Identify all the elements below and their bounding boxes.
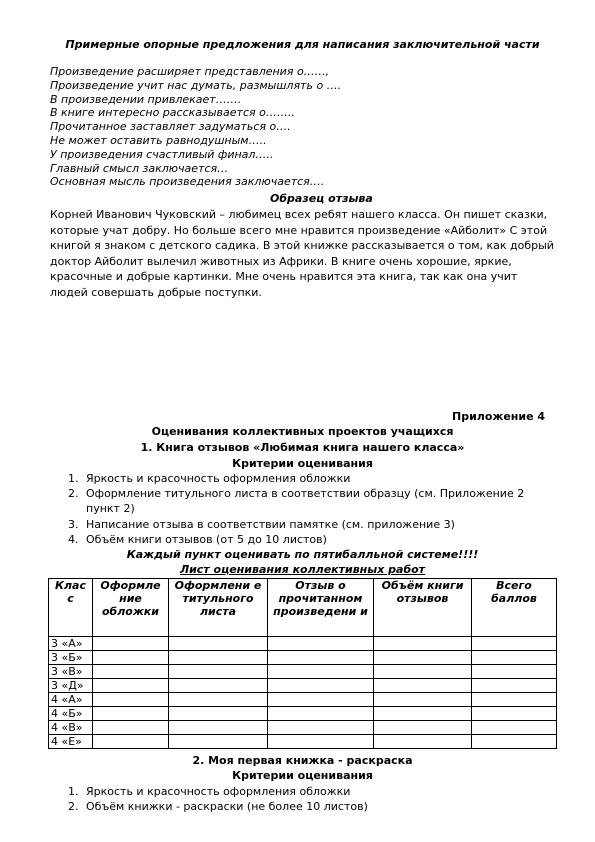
- table-row: [49, 679, 557, 693]
- score-cell: [472, 665, 557, 679]
- score-cell: [93, 679, 169, 693]
- criterion-number: 1.: [68, 785, 79, 798]
- score-cell: [268, 651, 374, 665]
- table-header-cell: Объём книги отзывов: [374, 579, 472, 637]
- score-cell: [93, 665, 169, 679]
- criterion-number: 2.: [68, 487, 79, 500]
- criterion-number: 2.: [68, 800, 79, 813]
- support-phrase: Главный смысл заключается…: [50, 161, 229, 175]
- criterion-text: Оформление титульного листа в соответствии образцу (см. Приложение 2 пункт 2): [86, 487, 525, 515]
- criterion-text: Яркость и красочность оформления обложки: [86, 785, 351, 798]
- score-cell: [374, 693, 472, 707]
- project1-title: 1. Книга отзывов «Любимая книга нашего класса»: [140, 441, 465, 454]
- support-phrase: Произведение учит нас думать, размышлять о ….: [50, 78, 342, 92]
- criterion-text: Яркость и красочность оформления обложки: [86, 472, 351, 485]
- class-cell: 4 «Е»: [49, 735, 93, 749]
- support-phrase: Произведение расширяет представления о……,: [50, 65, 330, 78]
- score-cell: [93, 735, 169, 749]
- class-cell: 4 «В»: [49, 721, 93, 735]
- score-cell: [472, 693, 557, 707]
- score-cell: [268, 665, 374, 679]
- criterion-number: 1.: [68, 472, 79, 485]
- score-cell: [374, 735, 472, 749]
- score-cell: [472, 735, 557, 749]
- appendix-label: Приложение 4: [452, 410, 546, 423]
- score-cell: [169, 665, 268, 679]
- class-cell: 3 «В»: [49, 665, 93, 679]
- score-cell: [472, 707, 557, 721]
- score-cell: [374, 637, 472, 651]
- score-cell: [268, 721, 374, 735]
- evaluation-table: [48, 578, 557, 749]
- support-phrase: Не может оставить равнодушным…..: [50, 134, 267, 147]
- table-row: [49, 637, 557, 651]
- support-title: Примерные опорные предложения для написания заключительной части: [65, 38, 540, 51]
- table-header-row: [49, 579, 557, 637]
- score-cell: [374, 679, 472, 693]
- score-cell: [169, 707, 268, 721]
- score-cell: [472, 637, 557, 651]
- table-row: [49, 651, 557, 665]
- class-cell: 4 «Б»: [49, 707, 93, 721]
- class-cell: 3 «А»: [49, 637, 93, 651]
- score-cell: [268, 735, 374, 749]
- criterion-text: Объём книжки - раскраски (не более 10 листов): [86, 800, 368, 813]
- table-header-cell: Оформле ние обложки: [93, 579, 169, 637]
- score-cell: [169, 637, 268, 651]
- score-cell: [93, 637, 169, 651]
- criterion-number: 3.: [68, 518, 79, 531]
- table-row: [49, 721, 557, 735]
- score-cell: [93, 707, 169, 721]
- table-header-cell: Всего баллов: [472, 579, 557, 637]
- table-body: [49, 637, 557, 749]
- score-cell: [268, 707, 374, 721]
- support-phrase: В произведении привлекает…….: [50, 92, 242, 106]
- score-cell: [93, 651, 169, 665]
- scale-note: Каждый пункт оценивать по пятибалльной системе!!!!: [126, 548, 479, 561]
- score-cell: [268, 679, 374, 693]
- class-cell: 4 «А»: [49, 693, 93, 707]
- table-header-cell: Клас с: [49, 579, 93, 637]
- criteria2-title: Критерии оценивания: [232, 769, 373, 782]
- project2-title: 2. Моя первая книжка - раскраска: [192, 754, 413, 767]
- score-cell: [93, 721, 169, 735]
- table-row: [49, 735, 557, 749]
- score-cell: [93, 693, 169, 707]
- class-cell: 3 «Д»: [49, 679, 93, 693]
- support-phrase: Прочитанное заставляет задуматься о….: [50, 120, 291, 134]
- score-cell: [374, 707, 472, 721]
- support-phrase: В книге интересно рассказывается о……..: [50, 106, 295, 120]
- score-cell: [374, 665, 472, 679]
- sample-text: Корней Иванович Чуковский – любимец всех ребят нашего класса. Он пишет сказки, которые учат добру. Но больше всего мне нравится произведение «Айболит» С этой книгой я знаком с детского садика. В этой книжке рассказывается о том, как добрый доктор Айболит вылечил животных из Африки. В книге очень хорошие, яркие, красочные и добрые картинки. Мне очень нравится эта книга, так как она учит людей совершать добрые поступки.: [50, 208, 554, 299]
- table-header-cell: Отзыв о прочитанном произведени и: [268, 579, 374, 637]
- score-cell: [374, 721, 472, 735]
- score-cell: [472, 651, 557, 665]
- table-row: [49, 693, 557, 707]
- score-cell: [472, 679, 557, 693]
- score-cell: [268, 637, 374, 651]
- appendix-heading: Оценивания коллективных проектов учащихся: [151, 425, 454, 438]
- sheet-title: Лист оценивания коллективных работ: [179, 563, 426, 576]
- table-header-cell: Оформлени е титульного листа: [169, 579, 268, 637]
- score-cell: [169, 735, 268, 749]
- score-cell: [374, 651, 472, 665]
- support-phrase: Основная мысль произведения заключается….: [50, 175, 325, 189]
- sample-title: Образец отзыва: [270, 192, 373, 205]
- score-cell: [169, 721, 268, 735]
- class-cell: 3 «Б»: [49, 651, 93, 665]
- table-row: [49, 665, 557, 679]
- criterion-text: Объём книги отзывов (от 5 до 10 листов): [86, 533, 327, 546]
- criterion-text: Написание отзыва в соответствии памятке (см. приложение 3): [86, 518, 455, 531]
- score-cell: [169, 679, 268, 693]
- table-row: [49, 707, 557, 721]
- score-cell: [169, 651, 268, 665]
- support-phrase: У произведения счастливый финал…..: [50, 147, 274, 161]
- criterion-number: 4.: [68, 533, 79, 546]
- criteria1-title: Критерии оценивания: [232, 457, 373, 470]
- score-cell: [472, 721, 557, 735]
- score-cell: [169, 693, 268, 707]
- score-cell: [268, 693, 374, 707]
